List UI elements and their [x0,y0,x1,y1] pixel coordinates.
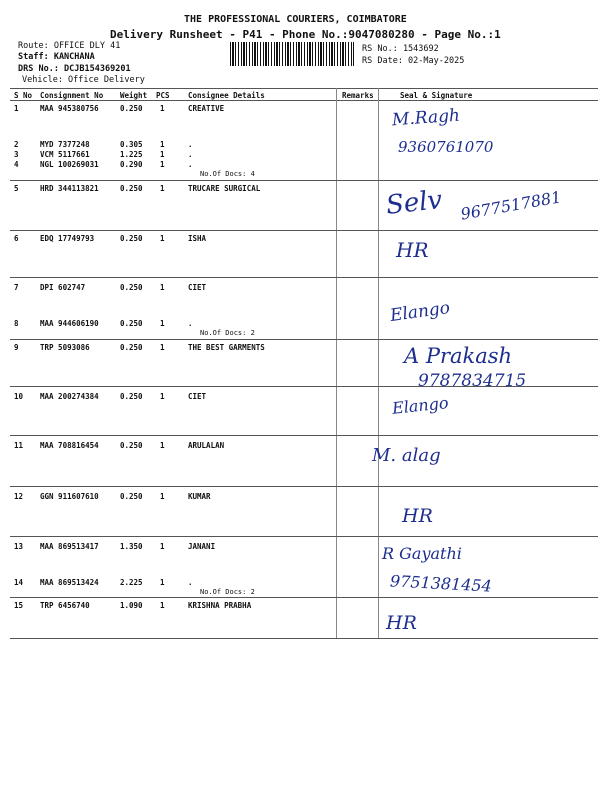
row-sno: 7 [14,283,19,292]
row-divider [10,597,598,598]
row-consignment: NGL 100269031 [40,160,99,169]
barcode [230,42,354,66]
row-divider [10,230,598,231]
signature-row13-name: R Gayathi [382,544,462,563]
header-top-line [10,88,598,89]
header-bottom-line [10,100,598,101]
row-consignment: EDQ 17749793 [40,234,95,243]
row-pcs: 1 [160,104,165,113]
row-consignment: MAA 944606190 [40,319,99,328]
signature-row9-name: A Prakash [404,344,513,368]
row-sno: 10 [14,392,24,401]
row-consignment: MYD 7377248 [40,140,90,149]
row-consignee: ISHA [188,234,207,243]
row-consignee: JANANI [188,542,216,551]
signature-row11: M. alag [372,445,441,466]
docs-count: No.Of Docs: 4 [200,170,255,178]
row-sno: 9 [14,343,19,352]
signature-row5-phone: 9677517881 [459,187,563,224]
row-pcs: 1 [160,234,165,243]
col-remarks: Remarks [342,91,374,100]
signature-row6: HR [396,238,429,262]
company-name: THE PROFESSIONAL COURIERS, COIMBATORE [184,14,407,25]
row-consignee: THE BEST GARMENTS [188,343,265,352]
row-weight: 0.250 [120,441,143,450]
runsheet-title: Delivery Runsheet - P41 - Phone No.:9047080280 - Page No.:1 [110,28,501,41]
row-consignment: DPI 602747 [40,283,86,292]
row-weight: 0.250 [120,492,143,501]
row-consignment: VCM 5117661 [40,150,90,159]
row-weight: 1.350 [120,542,143,551]
row-weight: 0.305 [120,140,143,149]
row-weight: 0.250 [120,104,143,113]
row-pcs: 1 [160,542,165,551]
row-pcs: 1 [160,601,165,610]
row-pcs: 1 [160,492,165,501]
signature-row1-phone: 9360761070 [398,138,494,156]
row-consignee: . [188,160,193,169]
signature-row7: Elango [388,297,452,327]
row-consignee: KRISHNA PRABHA [188,601,252,610]
vehicle: Vehicle: Office Delivery [22,75,145,85]
signature-row12: HR [402,505,433,527]
row-weight: 0.250 [120,343,143,352]
row-consignment: MAA 200274384 [40,392,99,401]
docs-count: No.Of Docs: 2 [200,588,255,596]
col-weight: Weight [120,91,148,100]
row-pcs: 1 [160,140,165,149]
row-consignment: HRD 344113821 [40,184,99,193]
row-pcs: 1 [160,578,165,587]
row-sno: 3 [14,150,19,159]
row-consignee: . [188,140,193,149]
col-consignment: Consignment No [40,91,104,100]
row-weight: 2.225 [120,578,143,587]
col-signature: Seal & Signature [400,91,473,100]
row-sno: 1 [14,104,19,113]
row-consignee: . [188,578,193,587]
signature-row15: HR [386,612,417,634]
row-pcs: 1 [160,150,165,159]
row-weight: 1.090 [120,601,143,610]
row-consignee: TRUCARE SURGICAL [188,184,261,193]
row-weight: 0.250 [120,234,143,243]
row-divider [10,486,598,487]
rs-no: RS No.: 1543692 [362,44,439,54]
row-consignment: MAA 869513417 [40,542,99,551]
docs-count: No.Of Docs: 2 [200,329,255,337]
signature-row5-name: Selv [384,185,444,221]
row-consignment: MAA 708816454 [40,441,99,450]
rs-date: RS Date: 02-May-2025 [362,56,465,66]
row-sno: 11 [14,441,24,450]
row-sno: 6 [14,234,19,243]
row-divider [10,339,598,340]
drs-no: DRS No.: DCJB154369201 [18,64,131,74]
row-consignment: TRP 6456740 [40,601,90,610]
signature-row9-phone: 9787834715 [418,371,527,391]
row-sno: 12 [14,492,24,501]
row-weight: 0.250 [120,283,143,292]
row-consignment: GGN 911607610 [40,492,99,501]
row-consignee: CIET [188,392,207,401]
row-divider [10,180,598,181]
row-pcs: 1 [160,160,165,169]
row-divider [10,277,598,278]
row-pcs: 1 [160,319,165,328]
row-weight: 1.225 [120,150,143,159]
route: Route: OFFICE DLY 41 [18,41,121,51]
col-pcs: PCS [156,91,170,100]
row-sno: 8 [14,319,19,328]
row-consignment: MAA 945380756 [40,104,99,113]
col-consignee: Consignee Details [188,91,265,100]
row-pcs: 1 [160,283,165,292]
row-sno: 14 [14,578,24,587]
row-weight: 0.290 [120,160,143,169]
table-bottom-line [10,638,598,639]
col-sno: S No [14,91,33,100]
row-consignee: KUMAR [188,492,211,501]
row-consignee: ARULALAN [188,441,225,450]
signature-divider [378,88,379,638]
row-sno: 4 [14,160,19,169]
row-sno: 13 [14,542,24,551]
row-sno: 2 [14,140,19,149]
row-pcs: 1 [160,392,165,401]
row-weight: 0.250 [120,184,143,193]
row-weight: 0.250 [120,319,143,328]
row-consignee: CREATIVE [188,104,225,113]
staff: Staff: KANCHANA [18,52,95,62]
row-consignment: TRP 5093086 [40,343,90,352]
signature-row13-phone: 9751381454 [389,571,493,596]
row-pcs: 1 [160,343,165,352]
remarks-divider [336,88,337,638]
row-consignment: MAA 869513424 [40,578,99,587]
row-sno: 15 [14,601,24,610]
row-pcs: 1 [160,184,165,193]
row-consignee: CIET [188,283,207,292]
row-divider [10,536,598,537]
signature-row10: Elango [391,393,450,418]
row-weight: 0.250 [120,392,143,401]
row-divider [10,435,598,436]
signature-row1-name: M.Ragh [391,105,461,131]
row-sno: 5 [14,184,19,193]
row-consignee: . [188,319,193,328]
row-consignee: . [188,150,193,159]
row-pcs: 1 [160,441,165,450]
